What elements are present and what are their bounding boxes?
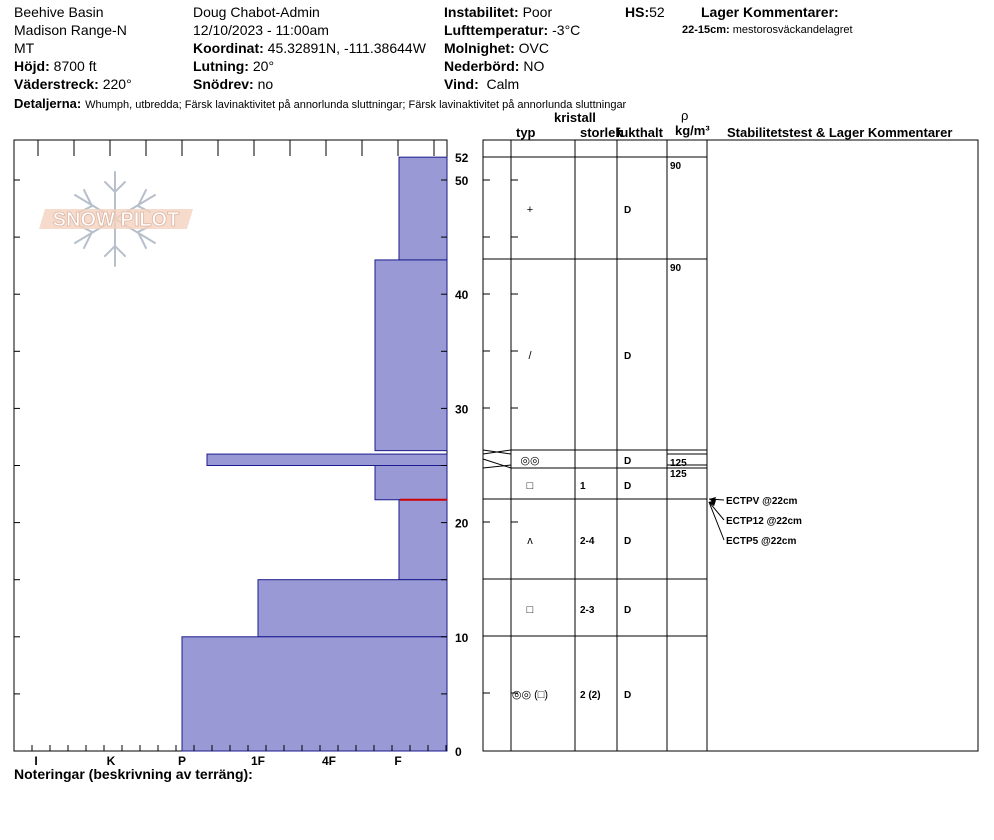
coordinates-value: 45.32891N, -111.38644W xyxy=(267,40,426,56)
depth-label: 40 xyxy=(455,288,469,303)
precip-value: NO xyxy=(523,58,545,74)
depth-axis-labels xyxy=(455,151,469,759)
airtemp-value: -3°C xyxy=(552,22,581,38)
layer-comment-text: mestorosväckandelagret xyxy=(732,24,853,36)
hs-label: HS: xyxy=(625,4,650,20)
hardness-bar-1 xyxy=(375,260,447,451)
hardness-bar-6 xyxy=(182,637,447,751)
grain-size-3: 1 xyxy=(580,481,586,492)
hardness-bars xyxy=(182,157,447,751)
density-0: 90 xyxy=(670,161,682,172)
grain-size-6: 2 (2) xyxy=(580,690,601,701)
hardness-label: I xyxy=(34,754,38,768)
test-leader-2 xyxy=(709,502,724,540)
hardness-bar-2 xyxy=(207,454,447,465)
airtemp-label: Lufttemperatur: xyxy=(444,22,549,38)
state-name: MT xyxy=(14,40,35,56)
coordinates-label: Koordinat: xyxy=(193,40,264,56)
grain-type-6: ◎◎ (□) xyxy=(511,689,549,701)
observation-datetime: 12/10/2023 - 11:00am xyxy=(193,22,329,38)
col-fukthalt-header: fukthalt xyxy=(616,125,663,140)
depth-label: 30 xyxy=(455,402,469,417)
precip-label: Nederbörd: xyxy=(444,58,520,74)
depth-label: 50 xyxy=(455,174,469,188)
depth-label: 20 xyxy=(455,516,469,531)
instability-label: Instabilitet: xyxy=(444,4,519,20)
col-typ-header: typ xyxy=(516,125,536,140)
layer-comments-title: Lager Kommentarer: xyxy=(701,4,839,20)
layer-table-frame xyxy=(483,140,978,751)
layer-comment-range: 22-15cm: xyxy=(682,24,730,36)
depth-label: 10 xyxy=(455,630,469,645)
col-density-symbol: ρ xyxy=(681,108,689,123)
depth-label: 0 xyxy=(455,745,462,759)
stability-test-1: ECTP12 @22cm xyxy=(726,516,802,527)
density-2: 125 xyxy=(670,458,687,469)
slope-value: 20° xyxy=(252,58,275,74)
depth-label: 52 xyxy=(455,151,469,166)
col-stability-header: Stabilitetstest & Lager Kommentarer xyxy=(727,125,953,140)
details-label: Detaljerna: xyxy=(14,96,82,111)
col-density-unit: kg/m³ xyxy=(675,123,710,138)
grain-type-3: □ xyxy=(526,480,534,492)
moisture-2: D xyxy=(624,456,632,467)
elevation-label: Höjd: xyxy=(14,58,50,74)
hardness-label: 1F xyxy=(250,754,266,768)
details-value: Whumph, utbredda; Färsk lavinaktivitet på annorlunda sluttningar; Färsk lavinaktivitet på annorlunda sluttningar xyxy=(85,99,627,111)
grain-size-4: 2-4 xyxy=(580,536,595,547)
moisture-5: D xyxy=(624,605,632,616)
range-name: Madison Range-N xyxy=(14,22,127,38)
aspect-label: Väderstreck: xyxy=(14,76,99,92)
notes-label: Noteringar (beskrivning av terräng): xyxy=(14,766,253,782)
stability-tests xyxy=(709,496,802,547)
wind-label: Vind: xyxy=(444,76,479,92)
logo-text: SNOW PILOT xyxy=(52,209,180,231)
grain-type-0: + xyxy=(526,204,534,216)
col-storlek-header: storlek xyxy=(580,125,623,140)
hardness-axis-labels xyxy=(34,754,401,768)
layer-boundaries xyxy=(483,157,707,636)
hardness-bar-5 xyxy=(258,580,447,637)
snowpilot-logo xyxy=(39,172,193,266)
test-leader-1 xyxy=(709,502,724,520)
stability-test-0: ECTPV @22cm xyxy=(726,496,798,507)
elevation-value: 8700 ft xyxy=(53,58,97,74)
top-ticks xyxy=(38,140,434,156)
cloud-value: OVC xyxy=(518,40,549,56)
aspect-value: 220° xyxy=(102,76,132,92)
cloud-label: Molnighet: xyxy=(444,40,515,56)
table-depth-ticks xyxy=(483,180,518,693)
stability-test-2: ECTP5 @22cm xyxy=(726,536,797,547)
wind-value: Calm xyxy=(486,76,520,92)
hardness-label: K xyxy=(106,754,116,768)
grain-type-2: ◎◎ xyxy=(520,455,540,467)
layer-table-cells xyxy=(512,161,687,701)
grain-type-4: ʌ xyxy=(527,535,533,547)
col-kristall-header: kristall xyxy=(554,110,596,125)
instability-value: Poor xyxy=(522,4,553,20)
grain-type-5: □ xyxy=(526,604,534,616)
moisture-6: D xyxy=(624,690,632,701)
hardness-label: P xyxy=(177,754,187,768)
grain-type-1: / xyxy=(528,350,532,362)
hardness-bar-3 xyxy=(375,466,447,500)
grain-size-5: 2-3 xyxy=(580,605,595,616)
hardness-label: 4F xyxy=(321,754,337,768)
density-1: 90 xyxy=(670,263,682,274)
observer-name: Doug Chabot-Admin xyxy=(193,4,320,20)
moisture-4: D xyxy=(624,536,632,547)
drift-value: no xyxy=(257,76,274,92)
hardness-label: F xyxy=(394,754,402,768)
hardness-bar-4 xyxy=(399,500,447,580)
moisture-1: D xyxy=(624,351,632,362)
slope-label: Lutning: xyxy=(193,58,249,74)
moisture-0: D xyxy=(624,205,632,216)
hardness-bar-0 xyxy=(399,157,447,260)
location-name: Beehive Basin xyxy=(14,4,104,20)
density-3: 125 xyxy=(670,469,687,480)
moisture-3: D xyxy=(624,481,632,492)
hs-value: 52 xyxy=(649,4,665,20)
drift-label: Snödrev: xyxy=(193,76,254,92)
